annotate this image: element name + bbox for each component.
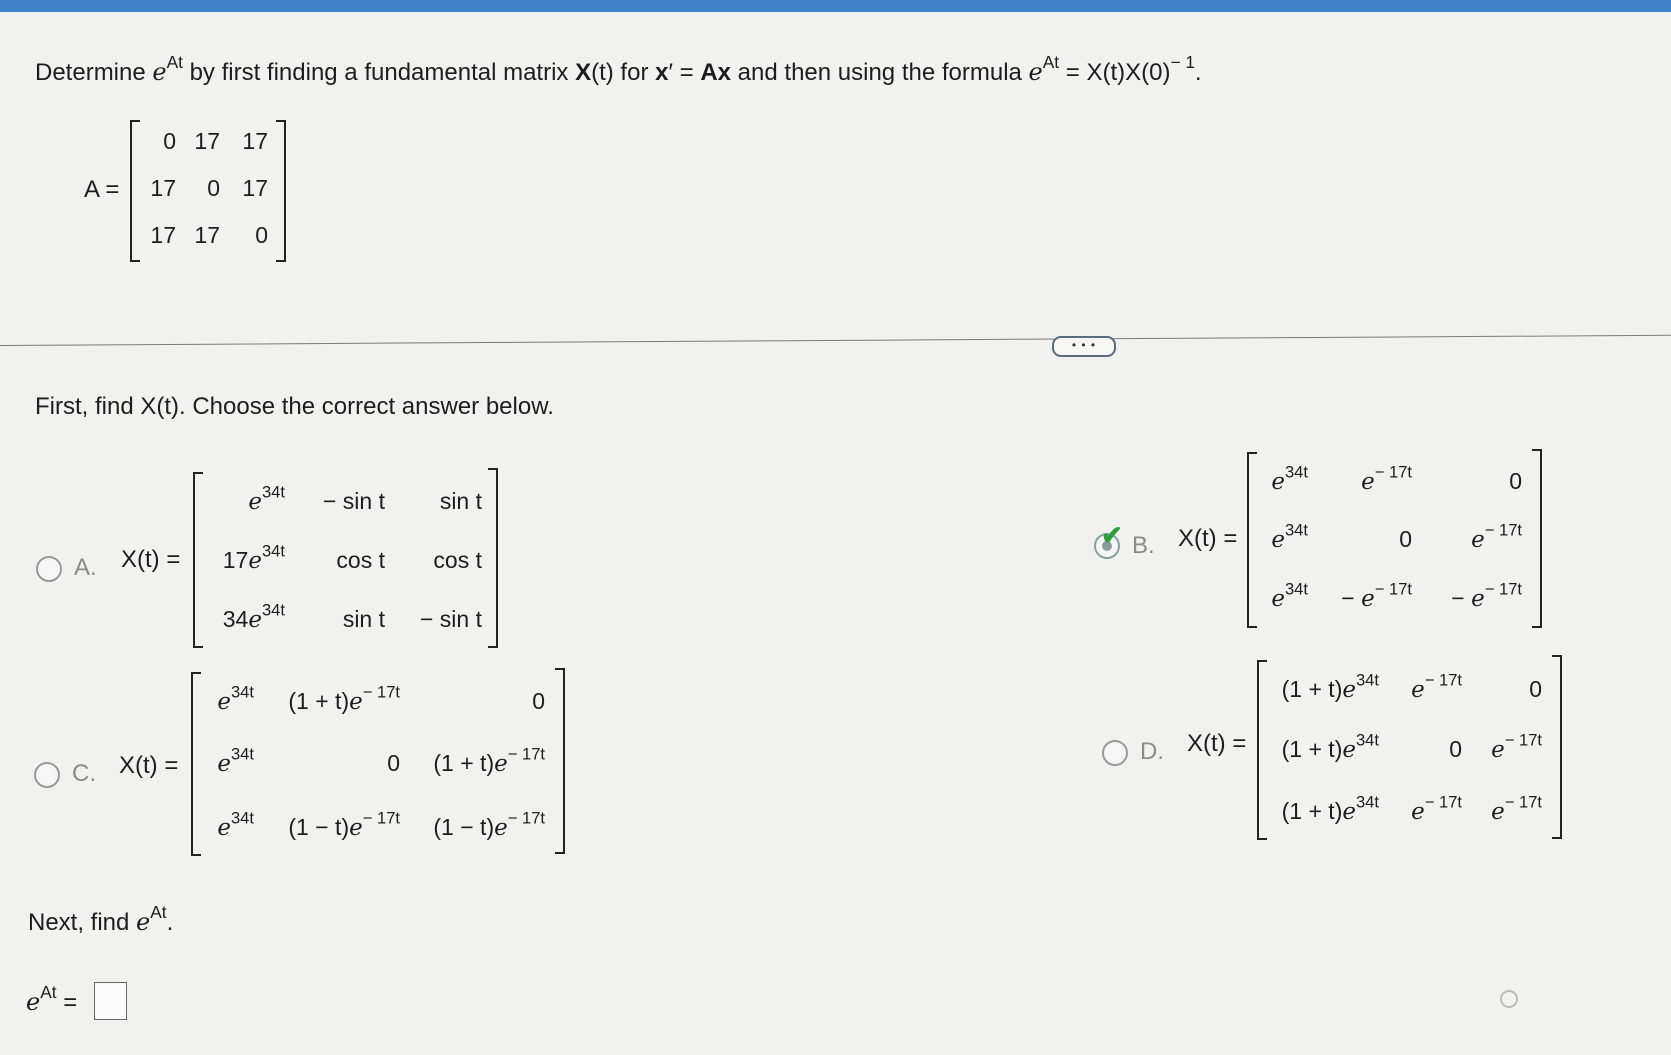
next-text [28, 901, 174, 937]
section-divider [0, 335, 1671, 346]
option-a-matrix-cell: − sin t [322, 488, 385, 514]
option-b-matrix-cell: $e^{34t}$ [1271, 462, 1308, 495]
option-b-right-bracket [1532, 449, 1542, 628]
option-d-lhs: X(t) = [1187, 730, 1247, 757]
option-d-matrix-cell: $(1 + t)e^{34t}$ [1281, 670, 1379, 703]
option-c-matrix-cell: 0 [532, 688, 545, 714]
option-d-matrix-cell: $e^{- 17t}$ [1411, 670, 1462, 703]
expand-more-button[interactable]: • • • [1052, 336, 1116, 357]
question-text [35, 51, 1202, 87]
circle-icon [1500, 990, 1518, 1008]
option-c-matrix-cell: $(1 + t)e^{- 17t}$ [288, 682, 400, 715]
answer-label [26, 981, 78, 1017]
option-c-letter[interactable]: C. [72, 760, 96, 787]
option-d-matrix-cell: 0 [1449, 736, 1462, 762]
option-c-matrix-cell: $(1 - t)e^{- 17t}$ [433, 808, 545, 841]
matrix-a-cell: 0 [163, 128, 176, 154]
option-a-matrix-cell: $34e^{34t}$ [222, 600, 285, 633]
option-d-matrix-cell: $e^{- 17t}$ [1491, 730, 1542, 763]
equals-sign: = [56, 989, 78, 1016]
option-d-right-bracket [1552, 655, 1562, 839]
option-a-matrix-cell: cos t [336, 547, 385, 573]
option-a-right-bracket [488, 468, 498, 648]
option-a-matrix-cell: $e^{34t}$ [248, 482, 285, 515]
option-b-matrix-cell: $e^{34t}$ [1271, 579, 1308, 612]
exp-power: At [1042, 51, 1060, 72]
option-b-letter[interactable]: B. [1132, 532, 1155, 559]
matrix-a-cell: 0 [207, 175, 220, 201]
matrix-a-label: A = [84, 176, 120, 203]
exp-power: At [166, 51, 183, 72]
question-part: and then using the formula [731, 59, 1029, 86]
option-d-letter[interactable]: D. [1140, 738, 1164, 765]
option-a-lhs: X(t) = [121, 546, 181, 573]
question-part: . [1194, 59, 1202, 86]
question-part: = [1059, 59, 1087, 86]
option-c-matrix-cell: $e^{34t}$ [217, 682, 254, 715]
instruction-text: First, find X(t). Choose the correct answer below. [35, 393, 554, 420]
option-b-matrix-cell: 0 [1399, 526, 1412, 552]
matrix-a-cell: 17 [150, 222, 176, 248]
question-part: (t) for [591, 59, 656, 86]
exp-base: e [26, 988, 41, 1016]
option-a-radio[interactable] [36, 556, 62, 582]
matrix-a-cell: 17 [194, 222, 220, 248]
inverse-power: − 1 [1170, 51, 1195, 72]
matrix-a-cell: 17 [150, 175, 176, 201]
next-dot: . [166, 909, 174, 936]
checkmark-icon: ✔ [1101, 520, 1123, 550]
system-symbol: Ax [700, 59, 732, 86]
option-b-matrix-cell: − $e^{- 17t}$ [1341, 579, 1412, 612]
option-b-matrix-cell: $e^{34t}$ [1271, 520, 1308, 553]
option-c-lhs: X(t) = [119, 752, 179, 779]
option-b-matrix-cell: $e^{- 17t}$ [1361, 462, 1412, 495]
formula: X(t)X(0) [1086, 59, 1171, 86]
matrix-a-cell: 17 [242, 175, 268, 201]
question-part: ′ = [668, 59, 701, 86]
answer-input[interactable] [94, 982, 127, 1020]
option-c-matrix-cell: $e^{34t}$ [217, 808, 254, 841]
vector-symbol: x [655, 59, 669, 86]
option-a-matrix-cell: sin t [439, 488, 482, 514]
option-d-radio[interactable] [1102, 740, 1128, 766]
question-part: by first finding a fundamental matrix [182, 59, 576, 86]
option-b-matrix-cell: 0 [1509, 468, 1522, 494]
matrix-a-cell: 17 [242, 128, 268, 154]
option-a-matrix-cell: − sin t [419, 606, 482, 632]
option-b-matrix-cell: − $e^{- 17t}$ [1451, 579, 1522, 612]
option-c-matrix-cell: $e^{34t}$ [217, 744, 254, 777]
top-bar [0, 0, 1671, 12]
option-d-matrix-cell: $e^{- 17t}$ [1491, 792, 1542, 825]
option-a-matrix-cell: sin t [342, 606, 385, 632]
option-b-lhs: X(t) = [1178, 525, 1238, 552]
option-a-matrix-cell: cos t [433, 547, 482, 573]
next-label: Next, find [28, 909, 137, 936]
option-c-matrix-cell: 0 [387, 750, 400, 776]
matrix-a-right-bracket [276, 120, 286, 262]
exp-base: e [1028, 58, 1043, 86]
option-a-matrix-cell: $17e^{34t}$ [222, 541, 285, 574]
matrix-a-left-bracket [130, 120, 140, 262]
matrix-a-cell: 17 [194, 128, 220, 154]
option-d-matrix-cell: 0 [1529, 676, 1542, 702]
exp-base: e [152, 58, 167, 86]
option-d-matrix-cell: $(1 + t)e^{34t}$ [1281, 730, 1379, 763]
option-d-matrix-cell: $(1 + t)e^{34t}$ [1281, 792, 1379, 825]
option-b-matrix-cell: $e^{- 17t}$ [1471, 520, 1522, 553]
matrix-a-cell: 0 [255, 222, 268, 248]
question-part: Determine [35, 59, 153, 86]
option-c-matrix-cell: $(1 + t)e^{- 17t}$ [433, 744, 545, 777]
matrix-symbol: X [575, 59, 592, 86]
option-c-right-bracket [555, 668, 565, 854]
exp-power: At [150, 901, 167, 922]
exp-power: At [40, 981, 57, 1002]
option-c-radio[interactable] [34, 762, 60, 788]
option-c-matrix-cell: $(1 - t)e^{- 17t}$ [288, 808, 400, 841]
option-a-letter[interactable]: A. [74, 554, 97, 581]
exp-base: e [136, 908, 151, 936]
option-d-matrix-cell: $e^{- 17t}$ [1411, 792, 1462, 825]
